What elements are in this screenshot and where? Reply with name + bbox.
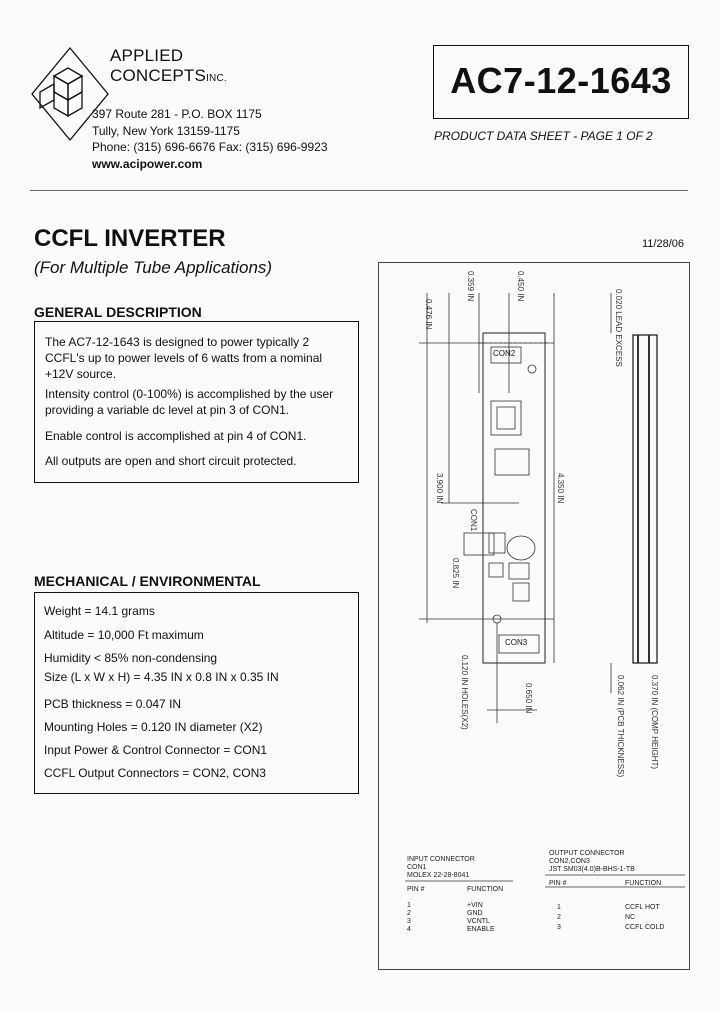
- header-divider: [30, 190, 688, 191]
- output-row-pin: 2: [557, 914, 561, 921]
- address-line1: 397 Route 281 - P.O. BOX 1175: [92, 107, 262, 121]
- mech-item: Altitude = 10,000 Ft maximum: [44, 628, 204, 642]
- dim-0370: 0.370 IN (COMP HEIGHT): [650, 675, 659, 770]
- mechanical-drawing: [378, 262, 690, 970]
- mechanical-box: [34, 592, 359, 794]
- input-row-fn: GND: [467, 910, 483, 917]
- dim-0359: 0.359 IN: [466, 271, 475, 302]
- mech-item: PCB thickness = 0.047 IN: [44, 697, 182, 711]
- input-row-pin: 2: [407, 910, 411, 917]
- input-row-pin: 1: [407, 902, 411, 909]
- website-link[interactable]: www.acipower.com: [92, 157, 203, 171]
- input-row-fn: ENABLE: [467, 926, 495, 933]
- input-row-pin: 3: [407, 918, 411, 925]
- datasheet-subtitle: PRODUCT DATA SHEET - PAGE 1 OF 2: [434, 129, 653, 143]
- output-col-function: FUNCTION: [625, 880, 662, 887]
- company-name-line2: CONCEPTS: [110, 66, 207, 85]
- output-row-fn: NC: [625, 914, 636, 921]
- general-p2: Intensity control (0-100%) is accomplished by the user providing a variable dc level at pin 3 of CON1.: [45, 387, 334, 417]
- output-row-pin: 3: [557, 924, 561, 931]
- dim-0825: 0.825 IN: [451, 558, 460, 589]
- output-connector-con: CON2,CON3: [549, 858, 590, 865]
- general-p1: The AC7-12-1643 is designed to power typically 2 CCFL's up to power levels of 6 watts from a nominal +12V source.: [45, 335, 323, 381]
- mech-item: Input Power & Control Connector = CON1: [44, 743, 268, 757]
- dim-0450: 0.450 IN: [516, 271, 525, 302]
- dim-0020: 0.020 LEAD EXCESS: [614, 289, 623, 367]
- dim-4350: 4.350 IN: [556, 473, 565, 504]
- general-p4: All outputs are open and short circuit protected.: [45, 454, 297, 468]
- page-title: CCFL INVERTER: [34, 225, 226, 252]
- part-number: AC7-12-1643: [450, 60, 672, 101]
- document-date: 11/28/06: [642, 238, 685, 250]
- output-row-fn: CCFL HOT: [625, 904, 660, 911]
- output-row-fn: CCFL COLD: [625, 924, 665, 931]
- company-name: [110, 46, 227, 89]
- company-suffix: INC.: [206, 73, 227, 84]
- con2-label: CON2: [493, 349, 516, 358]
- output-col-pin: PIN #: [549, 880, 567, 887]
- input-connector-con: CON1: [407, 864, 427, 871]
- general-heading: GENERAL DESCRIPTION: [34, 304, 202, 320]
- mech-item: Humidity < 85% non-condensing: [44, 651, 218, 665]
- output-row-pin: 1: [557, 904, 561, 911]
- input-connector-part: MOLEX 22-28-8041: [407, 872, 470, 879]
- dim-0650: 0.650 IN: [524, 683, 533, 714]
- input-col-pin: PIN #: [407, 886, 425, 893]
- mechanical-heading: MECHANICAL / ENVIRONMENTAL: [34, 573, 261, 589]
- output-connector-part: JST SM03(4.0)B-BHS-1-TB: [549, 866, 635, 873]
- mech-item: CCFL Output Connectors = CON2, CON3: [44, 766, 266, 780]
- input-connector-title: INPUT CONNECTOR: [407, 856, 475, 863]
- input-col-function: FUNCTION: [467, 886, 504, 893]
- general-p3: Enable control is accomplished at pin 4 of CON1.: [45, 429, 307, 443]
- dim-0476: 0.476 IN: [424, 299, 433, 330]
- dim-0062: 0.062 IN (PCB THICKNESS): [616, 675, 625, 778]
- input-row-fn: +VIN: [467, 902, 483, 909]
- phone-fax: Phone: (315) 696-6676 Fax: (315) 696-9923: [92, 140, 328, 154]
- input-row-pin: 4: [407, 926, 411, 933]
- mech-item: Mounting Holes = 0.120 IN diameter (X2): [44, 720, 263, 734]
- mech-item: Size (L x W x H) = 4.35 IN x 0.8 IN x 0.35 IN: [44, 670, 279, 684]
- output-connector-title: OUTPUT CONNECTOR: [549, 850, 625, 857]
- mech-item: Weight = 14.1 grams: [44, 604, 155, 618]
- input-row-fn: VCNTL: [467, 918, 490, 925]
- dim-3900: 3.900 IN: [435, 473, 444, 504]
- part-number-box: [433, 45, 689, 119]
- page-title-sub: (For Multiple Tube Applications): [34, 258, 273, 277]
- company-name-line1: APPLIED: [110, 46, 184, 65]
- con3-label: CON3: [505, 638, 528, 647]
- address-line2: Tully, New York 13159-1175: [92, 124, 240, 138]
- dim-0120: 0.120 IN HOLES(X2): [460, 655, 469, 730]
- general-description-box: [34, 321, 359, 483]
- con1-label: CON1: [469, 509, 478, 532]
